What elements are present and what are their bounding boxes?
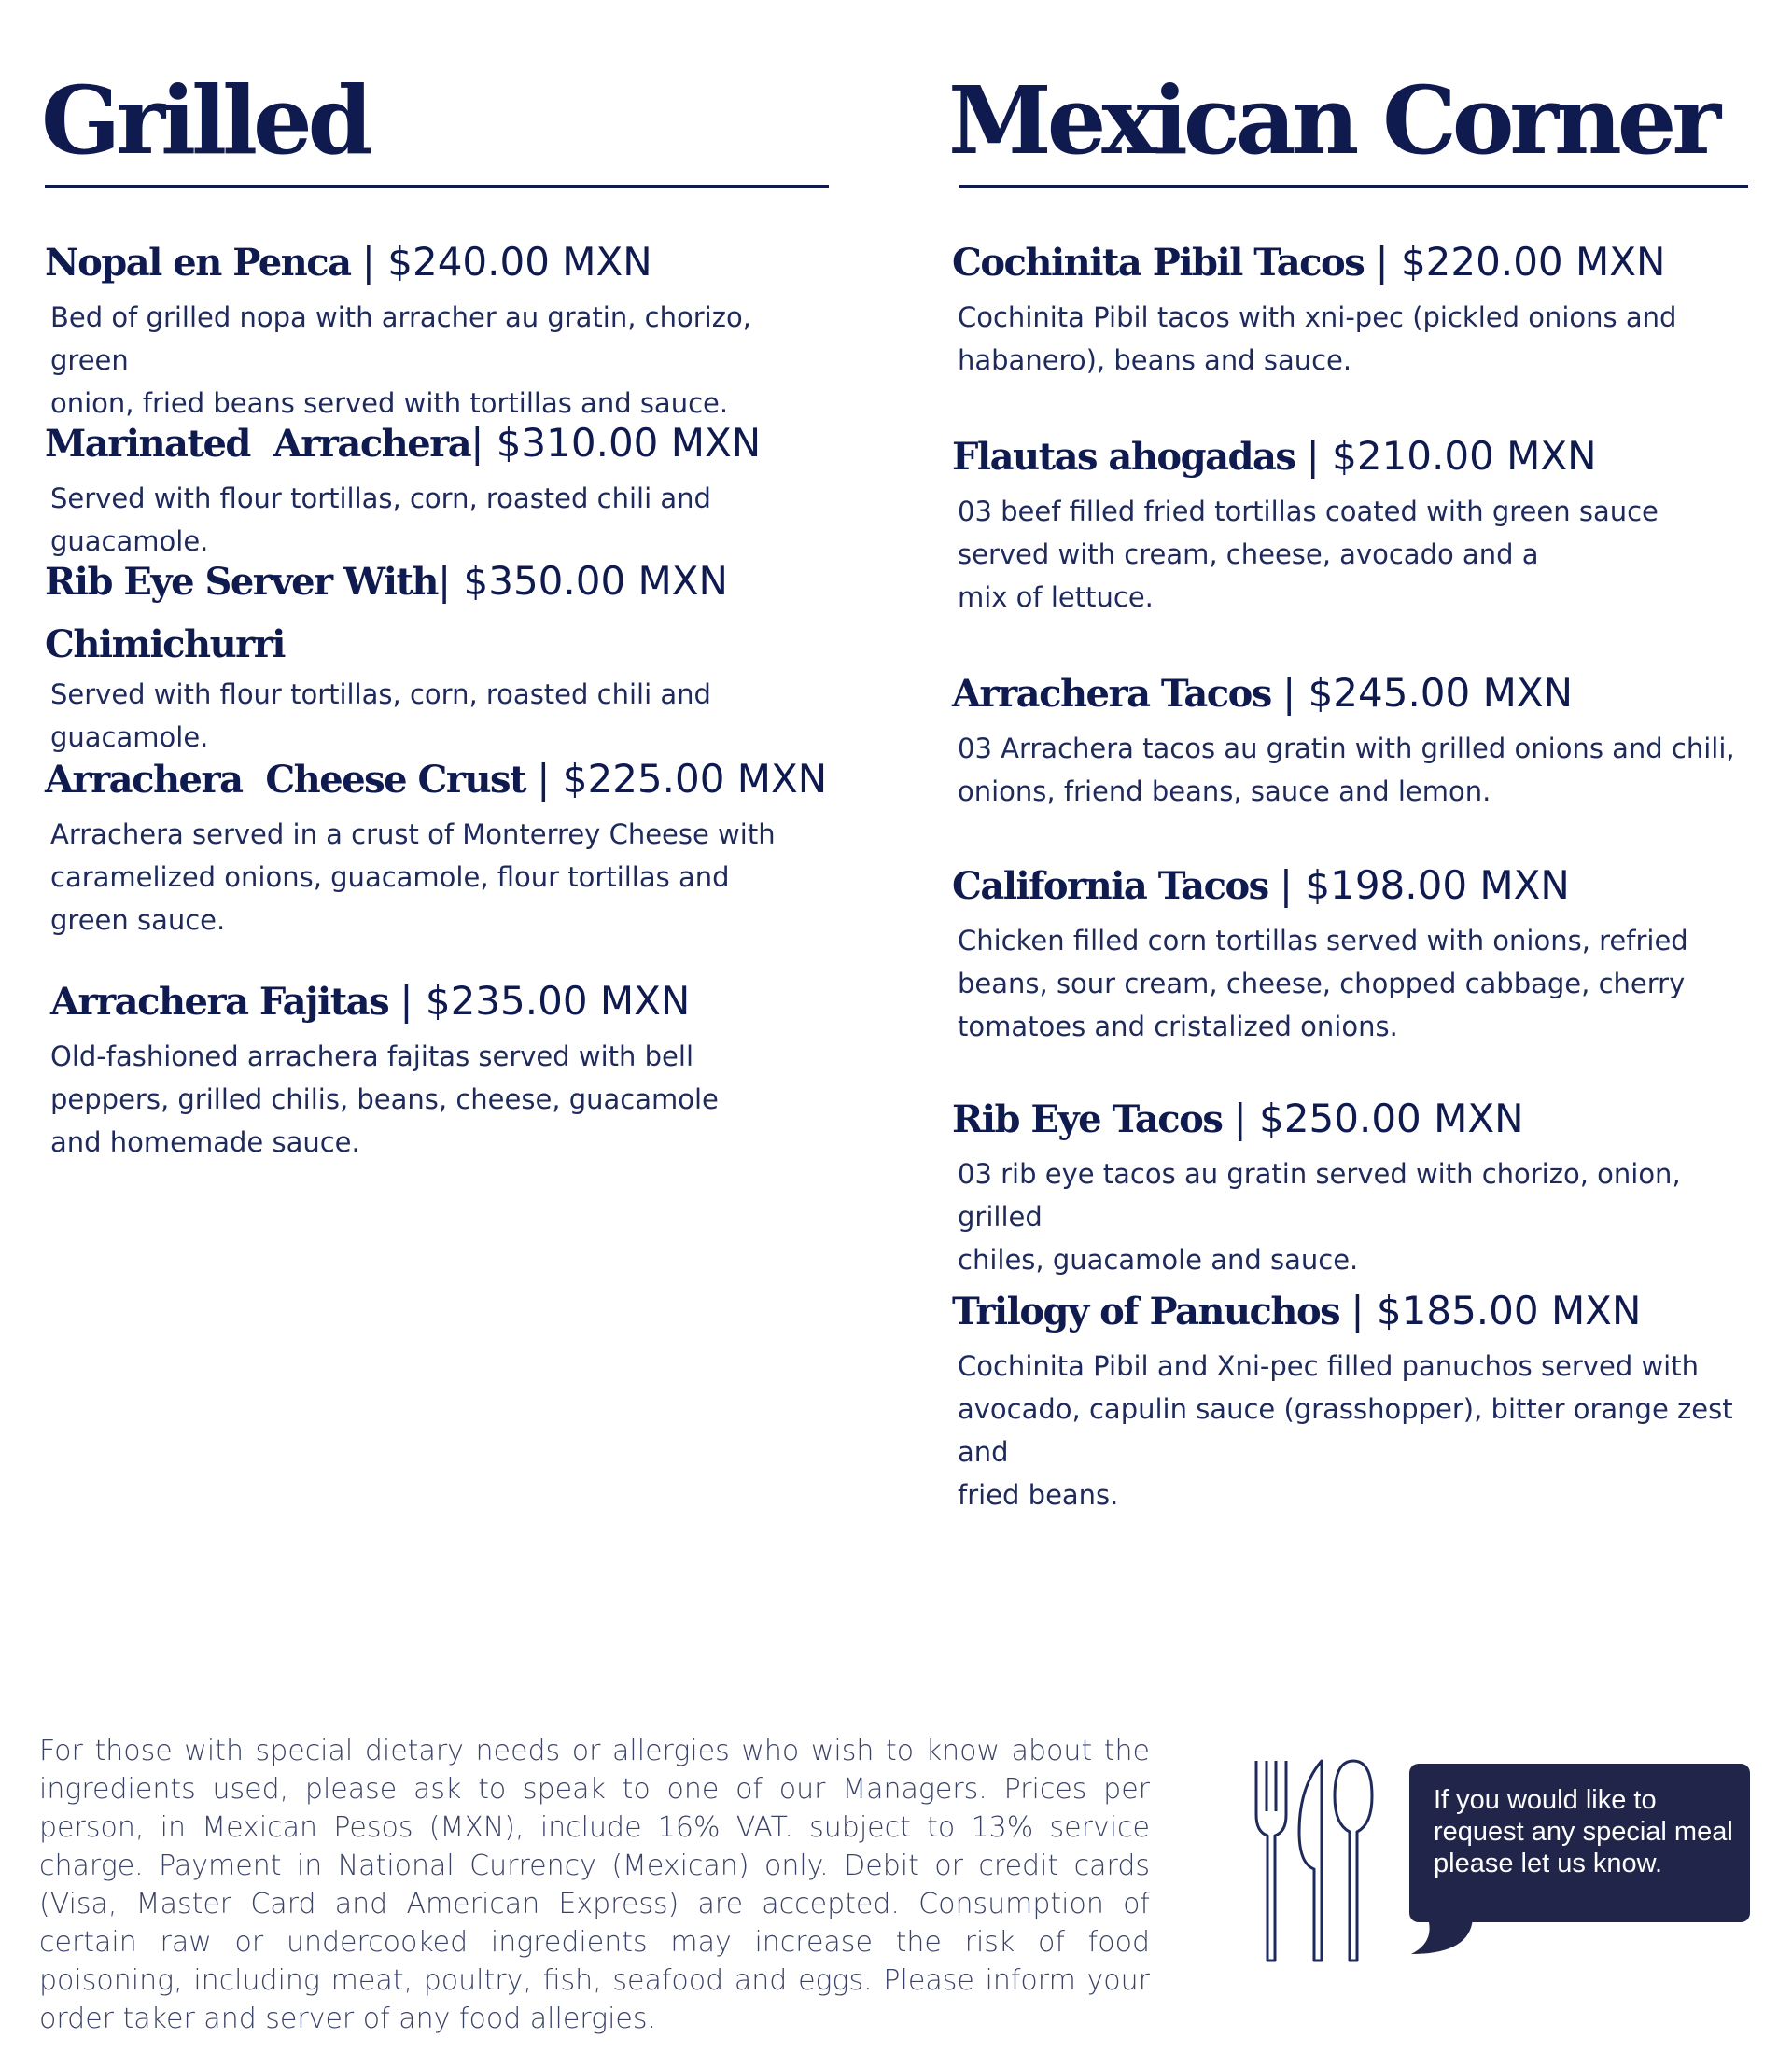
item-name-continued: Chimichurri bbox=[45, 622, 285, 666]
item-price: | $240.00 MXN bbox=[361, 239, 652, 285]
description-line: Served with flour tortillas, corn, roasted chili and guacamole. bbox=[50, 678, 711, 753]
item-description bbox=[958, 1345, 1745, 1516]
item-description bbox=[50, 296, 829, 425]
divider-rule bbox=[959, 185, 1748, 188]
item-name: Arrachera Fajitas bbox=[50, 980, 389, 1024]
description-line: mix of lettuce. bbox=[958, 581, 1154, 613]
bubble-line: If you would like to bbox=[1434, 1785, 1657, 1815]
spoon-icon bbox=[1335, 1761, 1372, 1961]
item-description bbox=[958, 490, 1745, 619]
item-name: Flautas ahogadas bbox=[952, 435, 1295, 479]
item-name: Rib Eye Server With bbox=[45, 560, 439, 604]
section-title-grilled: Grilled bbox=[41, 65, 369, 175]
item-description bbox=[50, 673, 829, 759]
allergy-disclaimer: For those with special dietary needs or allergies who wish to know about the ingredients used, please ask to speak to one of our Managers. Prices per person, in Mexican Pesos (MXN), include 16% VAT. subject to 13% service charge. Payment in National Currency (Mexican) only. Debit or credit cards (Visa, Master Card and American Express) are accepted. Consumption of certain raw or undercooked ingredients may increase the risk of food poisoning, including meat, poultry, fish, seafood and eggs. Please inform your order taker and server of any food allergies. bbox=[39, 1735, 1150, 2035]
description-line: Arrachera served in a crust of Monterrey Cheese with bbox=[50, 818, 776, 850]
item-name: Arrachera Tacos bbox=[952, 672, 1271, 716]
menu-item bbox=[45, 972, 829, 1164]
menu-item bbox=[952, 857, 1745, 1048]
item-price: | $198.00 MXN bbox=[1279, 862, 1570, 908]
description-line: avocado, capulin sauce (grasshopper), bitter orange zest and bbox=[958, 1393, 1733, 1468]
description-line: 03 beef filled fried tortillas coated with green sauce bbox=[958, 496, 1659, 527]
item-name: Nopal en Penca bbox=[45, 241, 351, 285]
description-line: and homemade sauce. bbox=[50, 1126, 360, 1158]
item-description bbox=[50, 1035, 829, 1164]
item-name: Cochinita Pibil Tacos bbox=[952, 241, 1365, 285]
bubble-line: please let us know. bbox=[1434, 1849, 1663, 1878]
knife-icon bbox=[1299, 1761, 1322, 1961]
cutlery-icon bbox=[1251, 1759, 1381, 1964]
menu-item bbox=[45, 750, 829, 942]
item-description bbox=[958, 727, 1745, 813]
speech-bubble-icon bbox=[1407, 1913, 1482, 1960]
divider-rule bbox=[45, 185, 829, 188]
bubble-line: request any special meal bbox=[1434, 1817, 1733, 1847]
menu-item bbox=[45, 414, 829, 563]
menu-item bbox=[952, 233, 1745, 382]
item-price: | $185.00 MXN bbox=[1351, 1288, 1642, 1333]
menu-item bbox=[45, 233, 829, 425]
item-description bbox=[50, 477, 829, 563]
description-line: peppers, grilled chilis, beans, cheese, guacamole bbox=[50, 1083, 719, 1115]
item-description bbox=[958, 1152, 1745, 1281]
description-line: Old-fashioned arrachera fajitas served with bell bbox=[50, 1040, 694, 1072]
special-meal-bubble bbox=[1409, 1764, 1750, 1922]
description-line: 03 rib eye tacos au gratin served with chorizo, onion, grilled bbox=[958, 1158, 1681, 1233]
menu-item bbox=[952, 1090, 1745, 1281]
description-line: chiles, guacamole and sauce. bbox=[958, 1244, 1359, 1276]
item-price: | $250.00 MXN bbox=[1233, 1096, 1524, 1141]
menu-item bbox=[952, 1282, 1745, 1516]
description-line: 03 Arrachera tacos au gratin with grilled onions and chili, bbox=[958, 733, 1735, 764]
item-price: | $220.00 MXN bbox=[1375, 239, 1666, 285]
menu-item bbox=[45, 552, 829, 759]
description-line: Chicken filled corn tortillas served with onions, refried bbox=[958, 925, 1688, 956]
description-line: served with cream, cheese, avocado and a bbox=[958, 538, 1539, 570]
item-price: | $235.00 MXN bbox=[399, 978, 691, 1024]
item-name: Arrachera Cheese Crust bbox=[45, 758, 526, 802]
description-line: green sauce. bbox=[50, 904, 226, 936]
item-price: | $245.00 MXN bbox=[1282, 670, 1574, 716]
item-name: Trilogy of Panuchos bbox=[952, 1290, 1340, 1333]
item-price: | $210.00 MXN bbox=[1306, 433, 1597, 479]
item-name: Rib Eye Tacos bbox=[952, 1097, 1223, 1141]
description-line: habanero), beans and sauce. bbox=[958, 344, 1352, 376]
description-line: Bed of grilled nopa with arracher au gratin, chorizo, green bbox=[50, 301, 751, 376]
description-line: onion, fried beans served with tortillas and sauce. bbox=[50, 387, 729, 419]
item-price: | $310.00 MXN bbox=[470, 420, 762, 466]
item-price: | $225.00 MXN bbox=[537, 756, 828, 802]
fork-icon bbox=[1256, 1761, 1286, 1961]
menu-item bbox=[952, 664, 1745, 813]
item-description bbox=[958, 296, 1745, 382]
description-line: tomatoes and cristalized onions. bbox=[958, 1011, 1398, 1042]
description-line: Served with flour tortillas, corn, roasted chili and guacamole. bbox=[50, 482, 711, 557]
item-description bbox=[50, 813, 829, 942]
description-line: Cochinita Pibil tacos with xni-pec (pickled onions and bbox=[958, 301, 1677, 333]
section-title-mexican-corner: Mexican Corner bbox=[948, 65, 1717, 175]
menu-item bbox=[952, 427, 1745, 619]
description-line: Cochinita Pibil and Xni-pec filled panuchos served with bbox=[958, 1350, 1699, 1382]
description-line: fried beans. bbox=[958, 1479, 1119, 1511]
description-line: beans, sour cream, cheese, chopped cabbage, cherry bbox=[958, 968, 1686, 999]
item-price: | $350.00 MXN bbox=[438, 558, 728, 604]
item-name: California Tacos bbox=[952, 864, 1268, 908]
item-name: Marinated Arrachera bbox=[45, 422, 471, 466]
item-description bbox=[958, 919, 1745, 1048]
description-line: caramelized onions, guacamole, flour tortillas and bbox=[50, 861, 730, 893]
description-line: onions, friend beans, sauce and lemon. bbox=[958, 775, 1491, 807]
